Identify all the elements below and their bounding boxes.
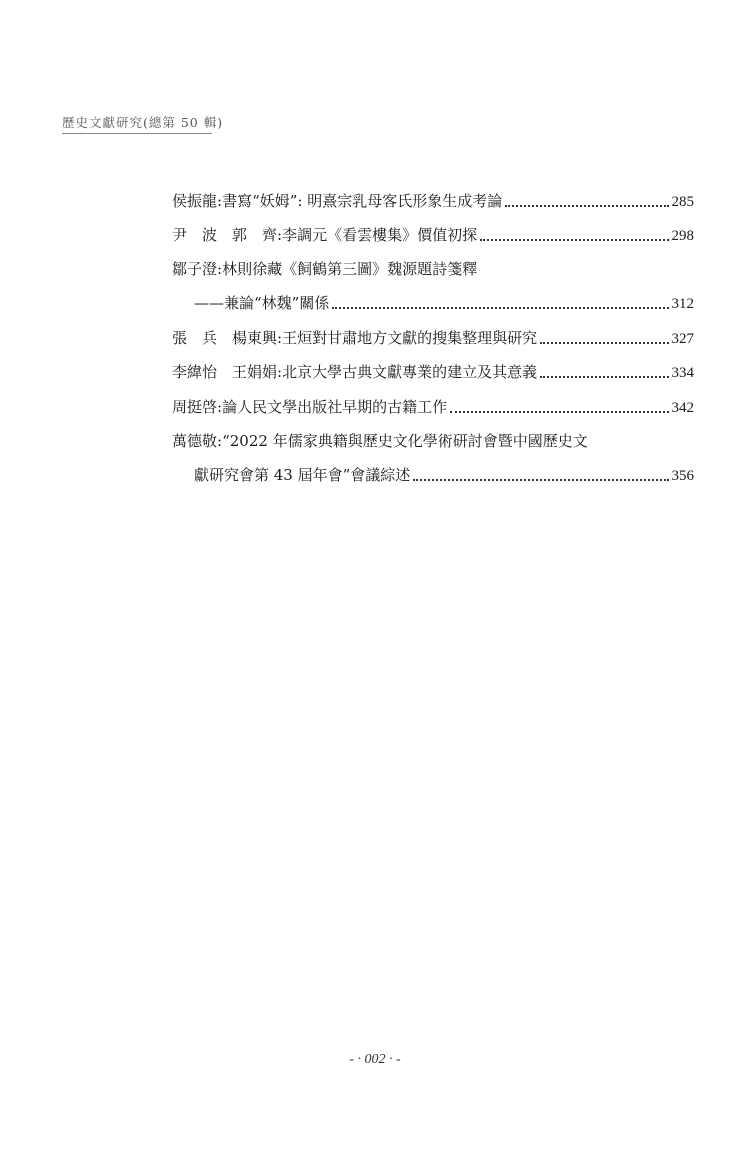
- toc-author: 張 兵 楊東興: [172, 329, 278, 347]
- dot-leader: [540, 376, 668, 378]
- toc-title: 北京大學古典文獻專業的建立及其意義: [282, 363, 538, 381]
- toc-entry[interactable]: [172, 224, 694, 250]
- toc-entry[interactable]: [172, 327, 694, 353]
- toc-author: 李緯怡 王娟娟: [172, 363, 278, 381]
- toc-title: 王烜對甘肅地方文獻的搜集整理與研究: [282, 329, 538, 347]
- toc-entry-continuation[interactable]: [194, 292, 694, 318]
- dot-leader: [540, 342, 668, 344]
- toc-title: “2022 年儒家典籍與歷史文化學術研討會暨中國歷史文: [222, 432, 588, 450]
- toc-entry[interactable]: [172, 258, 694, 284]
- toc-entry[interactable]: [172, 430, 694, 456]
- toc-page-number: 285: [671, 194, 694, 210]
- dot-leader: [505, 205, 668, 207]
- toc-page-number: 327: [671, 331, 694, 347]
- toc-entry-continuation[interactable]: [194, 464, 694, 490]
- dot-leader: [413, 479, 668, 481]
- toc-title: 李調元《看雲樓集》價值初探: [282, 226, 478, 244]
- toc-separator: :: [217, 260, 223, 278]
- toc-author: 周挺啓: [172, 398, 218, 416]
- toc-separator: :: [217, 432, 223, 450]
- toc-author: 侯振龍: [172, 192, 218, 210]
- dot-leader: [480, 239, 668, 241]
- dot-leader: [332, 307, 668, 309]
- toc-separator: :: [277, 363, 283, 381]
- page-number-footer: - · 002 · -: [349, 1052, 401, 1067]
- toc-separator: :: [217, 192, 223, 210]
- dot-leader: [450, 411, 668, 413]
- toc-page-number: 312: [671, 296, 694, 312]
- toc-page-number: 334: [671, 365, 694, 381]
- toc-separator: :: [277, 329, 283, 347]
- toc-page-number: 298: [671, 228, 694, 244]
- toc-entry[interactable]: [172, 361, 694, 387]
- toc-page-number: 356: [671, 468, 694, 484]
- toc-separator: :: [277, 226, 283, 244]
- toc-author: 萬德敬: [172, 432, 218, 450]
- toc-title: 論人民文學出版社早期的古籍工作: [222, 398, 448, 416]
- toc-title: 林則徐藏《飼鶴第三圖》魏源題詩箋釋: [222, 260, 478, 278]
- toc-page-number: 342: [671, 400, 694, 416]
- toc-title: 書寫“妖姆”: 明熹宗乳母客氏形象生成考論: [222, 192, 503, 210]
- toc-separator: :: [217, 398, 223, 416]
- toc-entry[interactable]: [172, 396, 694, 422]
- toc-author: 鄒子澄: [172, 260, 218, 278]
- toc-title-continued: 獻研究會第 43 屆年會”會議綜述: [194, 466, 411, 484]
- toc-subtitle: ——兼論“林魏”關係: [194, 294, 330, 312]
- toc-author: 尹 波 郭 齊: [172, 226, 278, 244]
- running-head: 歷史文獻研究(總第 50 輯): [62, 115, 224, 130]
- running-head-rule: [62, 133, 212, 134]
- toc-entry[interactable]: [172, 190, 694, 216]
